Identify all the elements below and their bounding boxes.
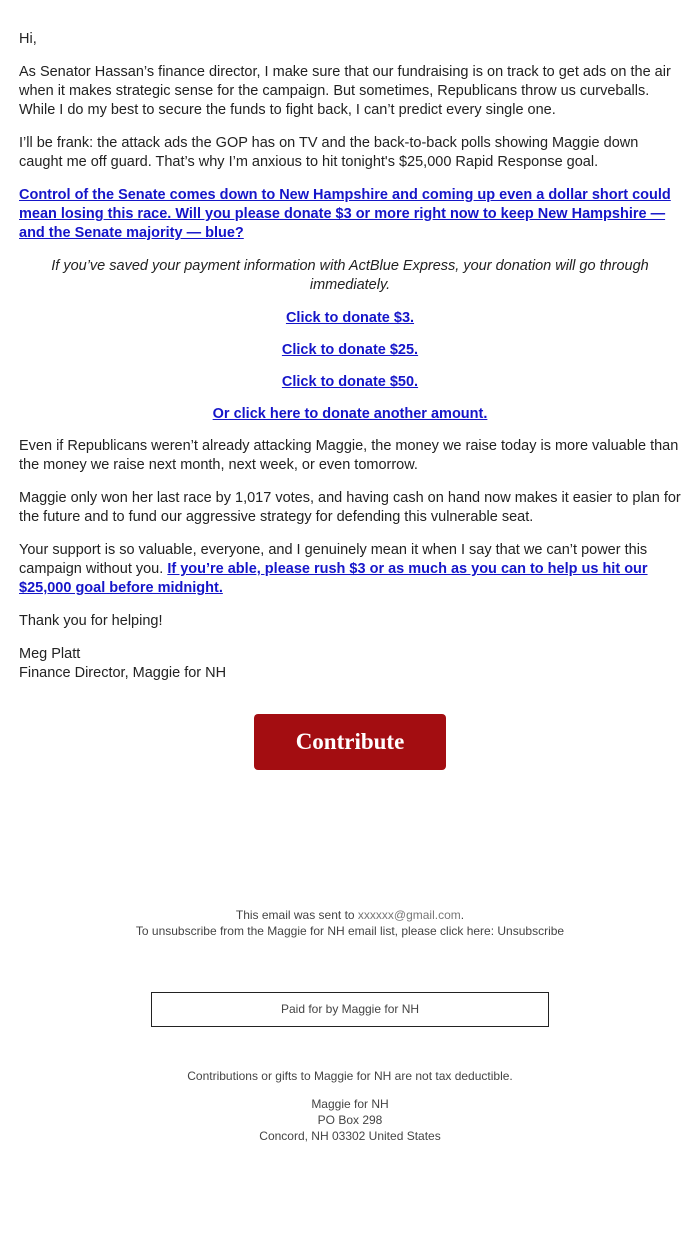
org-name: Maggie for NH bbox=[311, 1097, 389, 1111]
actblue-express-note: If you’ve saved your payment information with ActBlue Express, your donation will go through immediately. bbox=[51, 258, 649, 293]
paragraph-last-race: Maggie only won her last race by 1,017 votes, and having cash on hand now makes it easier to plan for the future and to fund our aggressive strategy for defending this vulnerable seat. bbox=[19, 490, 681, 525]
rush-donate-link[interactable]: If you’re able, please rush $3 or as much as you can to help us hit our $25,000 goal before midnight. bbox=[19, 561, 648, 596]
city-line: Concord, NH 03302 United States bbox=[259, 1129, 441, 1143]
paragraph-money-value: Even if Republicans weren’t already attacking Maggie, the money we raise today is more valuable than the money we raise next month, next week, or even tomorrow. bbox=[19, 438, 679, 473]
donate-50-row bbox=[19, 373, 681, 392]
unsubscribe-link[interactable]: Unsubscribe bbox=[497, 924, 565, 938]
recipient-email: xxxxxx@gmail.com bbox=[357, 908, 461, 922]
contribute-button-wrap bbox=[19, 714, 681, 770]
appeal-paragraph bbox=[19, 186, 681, 243]
footer-disclaimer bbox=[0, 1068, 700, 1144]
greeting: Hi, bbox=[19, 31, 37, 47]
mailing-address bbox=[0, 1096, 700, 1144]
donate-25-link[interactable]: Click to donate $25. bbox=[281, 342, 419, 358]
footer bbox=[0, 907, 700, 939]
unsubscribe-line bbox=[0, 923, 700, 939]
thanks-line: Thank you for helping! bbox=[19, 613, 163, 629]
sent-to-line bbox=[0, 907, 700, 923]
donate-other-amount-link[interactable]: Or click here to donate another amount. bbox=[212, 406, 488, 422]
donate-3-row bbox=[19, 309, 681, 328]
contribute-button[interactable]: Contribute bbox=[254, 714, 446, 770]
support-text: Your support is so valuable, everyone, and I genuinely mean it when I say that we can’t power this campaign without you. bbox=[19, 542, 648, 577]
po-box: PO Box 298 bbox=[317, 1113, 383, 1127]
unsubscribe-text: To unsubscribe from the Maggie for NH email list, please click here: bbox=[135, 924, 498, 938]
paragraph-finance-director: As Senator Hassan’s finance director, I make sure that our fundraising is on track to get ads on the air when it makes strategic sense for the campaign. But sometimes, Republicans throw us curveballs. While I do my best to secure the funds to fight back, I can’t predict every single one. bbox=[19, 64, 671, 118]
donate-25-row bbox=[19, 341, 681, 360]
donate-3-link[interactable]: Click to donate $3. bbox=[285, 310, 415, 326]
paragraph-attack-ads: I’ll be frank: the attack ads the GOP has on TV and the back-to-back polls showing Maggie down caught me off guard. That’s why I’m anxious to hit tonight's $25,000 Rapid Response goal. bbox=[19, 135, 639, 170]
donate-50-link[interactable]: Click to donate $50. bbox=[281, 374, 419, 390]
paid-for-box: Paid for by Maggie for NH bbox=[151, 992, 549, 1027]
tax-note: Contributions or gifts to Maggie for NH are not tax deductible. bbox=[187, 1069, 513, 1083]
appeal-donate-link[interactable]: Control of the Senate comes down to New Hampshire and coming up even a dollar short could mean losing this race. Will you please donate $3 or more right now to keep New Hampshire — and the Senate majority — blue? bbox=[19, 187, 671, 241]
signature-title: Finance Director, Maggie for NH bbox=[19, 665, 227, 681]
sent-suffix: . bbox=[460, 908, 465, 922]
signature bbox=[19, 645, 681, 683]
donate-other-row bbox=[19, 405, 681, 424]
paragraph-support bbox=[19, 541, 681, 598]
signature-name: Meg Platt bbox=[19, 646, 81, 662]
sent-prefix: This email was sent to bbox=[235, 908, 358, 922]
